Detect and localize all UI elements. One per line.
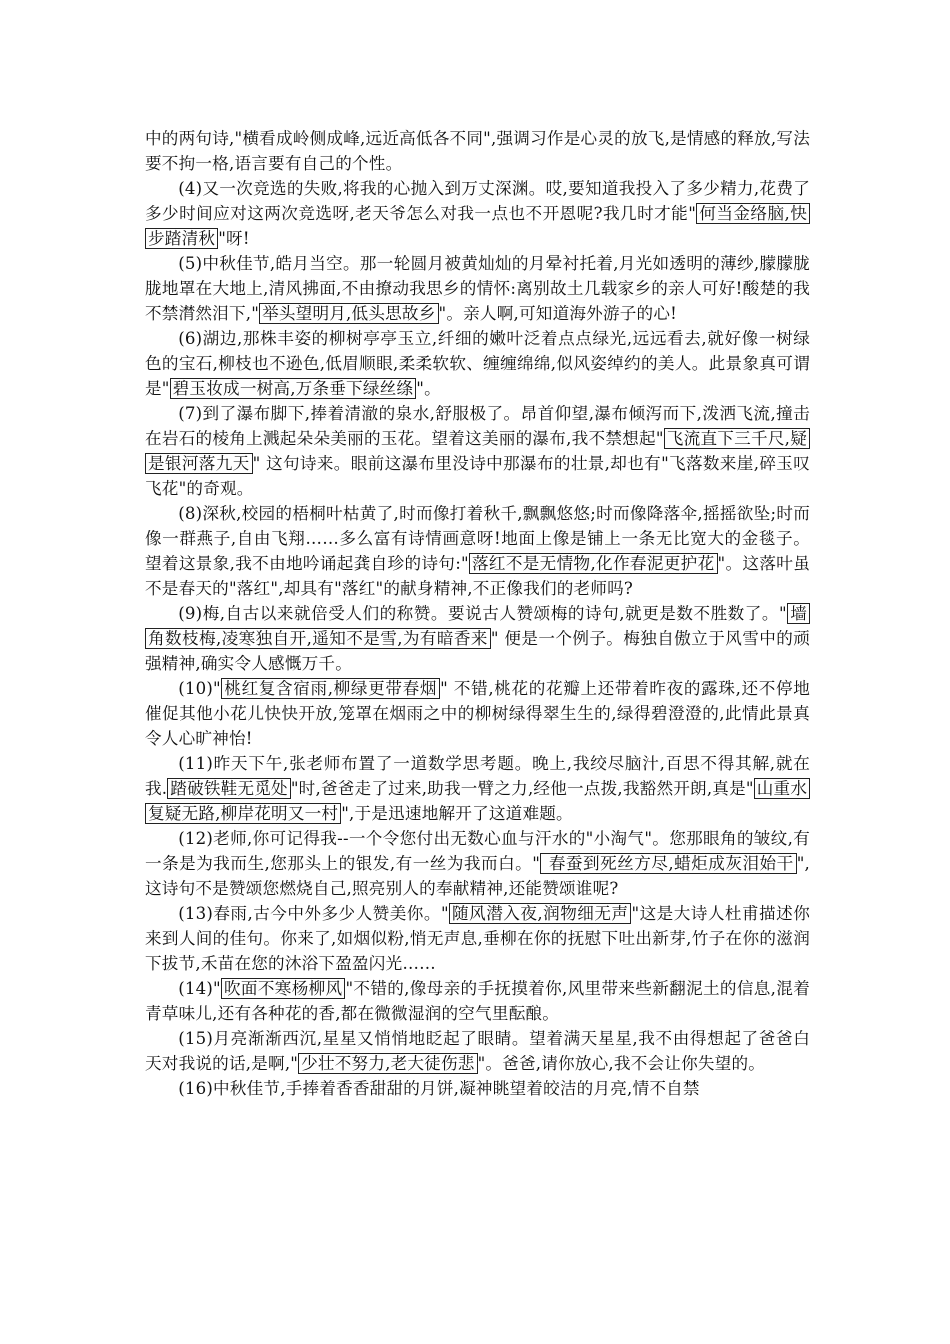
paragraph-p6: [145, 326, 810, 401]
text-run: (16)中秋佳节,手捧着香香甜甜的月饼,凝神眺望着皎洁的月亮,情不自禁: [178, 1079, 700, 1098]
boxed-poem-line: 少壮不努力,老大徒伤悲: [298, 1053, 477, 1074]
paragraph-p3: [145, 126, 810, 176]
boxed-poem-line: 春蚕到死丝方尽,蜡炬成灰泪始干: [540, 853, 797, 874]
text-run: (15)月亮渐渐西沉,星星又悄悄地眨起了眼睛。望着满天星星,我不由得想起了爸爸白天对我说的话,是啊,": [145, 1029, 810, 1073]
paragraph-p16: [145, 1076, 810, 1101]
paragraph-p5: [145, 251, 810, 326]
text-run: (4)又一次竞选的失败,将我的心抛入到万丈深渊。哎,要知道我投入了多少精力,花费了多少时间应对这两次竞选呀,老天爷怎么对我一点也不开恩呢?我几时才能": [145, 179, 810, 223]
text-run: " 便是一个例子。梅独自傲立于风雪中的顽强精神,确实令人感慨万千。: [145, 629, 811, 673]
text-run: "这是大诗人杜甫描述你来到人间的佳句。你来了,如烟似粉,悄无声息,垂柳在你的抚慰下吐出新芽,竹子在你的滋润下拔节,禾苗在您的沐浴下盈盈闪光……: [145, 904, 810, 973]
paragraph-p7: [145, 401, 810, 501]
paragraph-p9: [145, 601, 810, 676]
boxed-poem-line: 山重水复疑无路,柳岸花明又一村: [145, 778, 810, 824]
text-run: "。这落叶虽不是春天的"落红",却具有"落红"的献身精神,不正像我们的老师吗?: [145, 554, 810, 598]
text-run: (14)": [178, 979, 221, 998]
text-run: " 这句诗来。眼前这瀑布里没诗中那瀑布的壮景,却也有"飞落数来崖,碎玉叹飞花"的奇观。: [145, 454, 810, 498]
text-run: " 不错,桃花的花瓣上还带着昨夜的露珠,还不停地催促其他小花儿快快开放,笼罩在烟雨之中的柳树绿得翠生生的,绿得碧澄澄的,此情此景真令人心旷神怡!: [145, 679, 810, 748]
text-run: "不错的,像母亲的手抚摸着你,风里带来些新翻泥土的信息,混着青草味儿,还有各种花的香,都在微微湿润的空气里酝酿。: [145, 979, 810, 1023]
paragraph-p12: [145, 826, 810, 901]
boxed-poem-line: 墙角数枝梅,凌寒独自开,遥知不是雪,为有暗香来: [145, 603, 810, 649]
paragraph-p13: [145, 901, 810, 976]
text-run: "呀!: [218, 229, 250, 248]
text-run: (11)昨天下午,张老师布置了一道数学思考题。晚上,我绞尽脑汁,百思不得其解,就在我.: [145, 754, 810, 798]
text-run: ",这诗句不是赞颂您燃烧自己,照亮别人的奉献精神,还能赞颂谁呢?: [145, 854, 811, 898]
boxed-poem-line: 举头望明月,低头思故乡: [259, 303, 438, 324]
boxed-poem-line: 落红不是无情物,化作春泥更护花: [469, 553, 718, 574]
text-run: (10)": [178, 679, 221, 698]
paragraph-p4: [145, 176, 810, 251]
text-run: ",于是迅速地解开了这道难题。: [341, 804, 573, 823]
text-run: (5)中秋佳节,皓月当空。那一轮圆月被黄灿灿的月晕衬托着,月光如透明的薄纱,朦朦胧胧地罩在大地上,清风拂面,不由撩动我思乡的情怀:离别故土几载家乡的亲人可好!酸楚的我不禁潸然泪下,": [145, 254, 810, 323]
text-run: (8)深秋,校园的梧桐叶枯黄了,时而像打着秋千,飘飘悠悠;时而像降落伞,摇摇欲坠;时而像一群燕子,自由飞翔……多么富有诗情画意呀!地面上像是铺上一条无比宽大的金毯子。望着这景象,我不由地吟诵起龚自珍的诗句:": [145, 504, 810, 573]
text-run: (6)湖边,那株丰姿的柳树亭亭玉立,纤细的嫩叶泛着点点绿光,远远看去,就好像一树绿色的宝石,柳枝也不逊色,低眉顺眼,柔柔软软、缠缠绵绵,似风姿绰约的美人。此景象真可谓是": [145, 329, 810, 398]
text-run: 中的两句诗,"横看成岭侧成峰,远近高低各不同",强调习作是心灵的放飞,是情感的释放,写法要不拘一格,语言要有自己的个性。: [145, 129, 810, 173]
paragraph-p11: [145, 751, 810, 826]
paragraph-p10: [145, 676, 810, 751]
text-run: (9)梅,自古以来就倍受人们的称赞。要说古人赞颂梅的诗句,就更是数不胜数了。": [178, 604, 787, 623]
boxed-poem-line: 桃红复含宿雨,柳绿更带春烟: [221, 678, 440, 699]
text-run: "时,爸爸走了过来,助我一臂之力,经他一点拨,我豁然开朗,真是": [290, 779, 754, 798]
boxed-poem-line: 飞流直下三千尺,疑是银河落九天: [145, 428, 810, 474]
text-run: (13)春雨,古今中外多少人赞美你。": [178, 904, 449, 923]
text-run: "。亲人啊,可知道海外游子的心!: [438, 304, 677, 323]
boxed-poem-line: 何当金络脑,快步踏清秋: [145, 203, 810, 249]
document-body: [145, 126, 810, 1101]
text-run: (7)到了瀑布脚下,捧着清澈的泉水,舒服极了。昂首仰望,瀑布倾泻而下,泼洒飞流,撞击在岩石的棱角上溅起朵朵美丽的玉花。望着这美丽的瀑布,我不禁想起": [145, 404, 810, 448]
boxed-poem-line: 碧玉妆成一树高,万条垂下绿丝绦: [170, 378, 417, 399]
text-run: "。爸爸,请你放心,我不会让你失望的。: [477, 1054, 766, 1073]
text-run: "。: [416, 379, 441, 398]
paragraph-p8: [145, 501, 810, 601]
paragraph-p15: [145, 1026, 810, 1076]
text-run: (12)老师,你可记得我--一个令您付出无数心血与汗水的"小淘气"。您那眼角的皱纹,有一条是为我而生,您那头上的银发,有一丝为我而白。": [145, 829, 810, 873]
boxed-poem-line: 随风潜入夜,润物细无声: [449, 903, 632, 924]
boxed-poem-line: 踏破铁鞋无觅处: [167, 778, 291, 799]
boxed-poem-line: 吹面不寒杨柳风: [221, 978, 346, 999]
paragraph-p14: [145, 976, 810, 1026]
